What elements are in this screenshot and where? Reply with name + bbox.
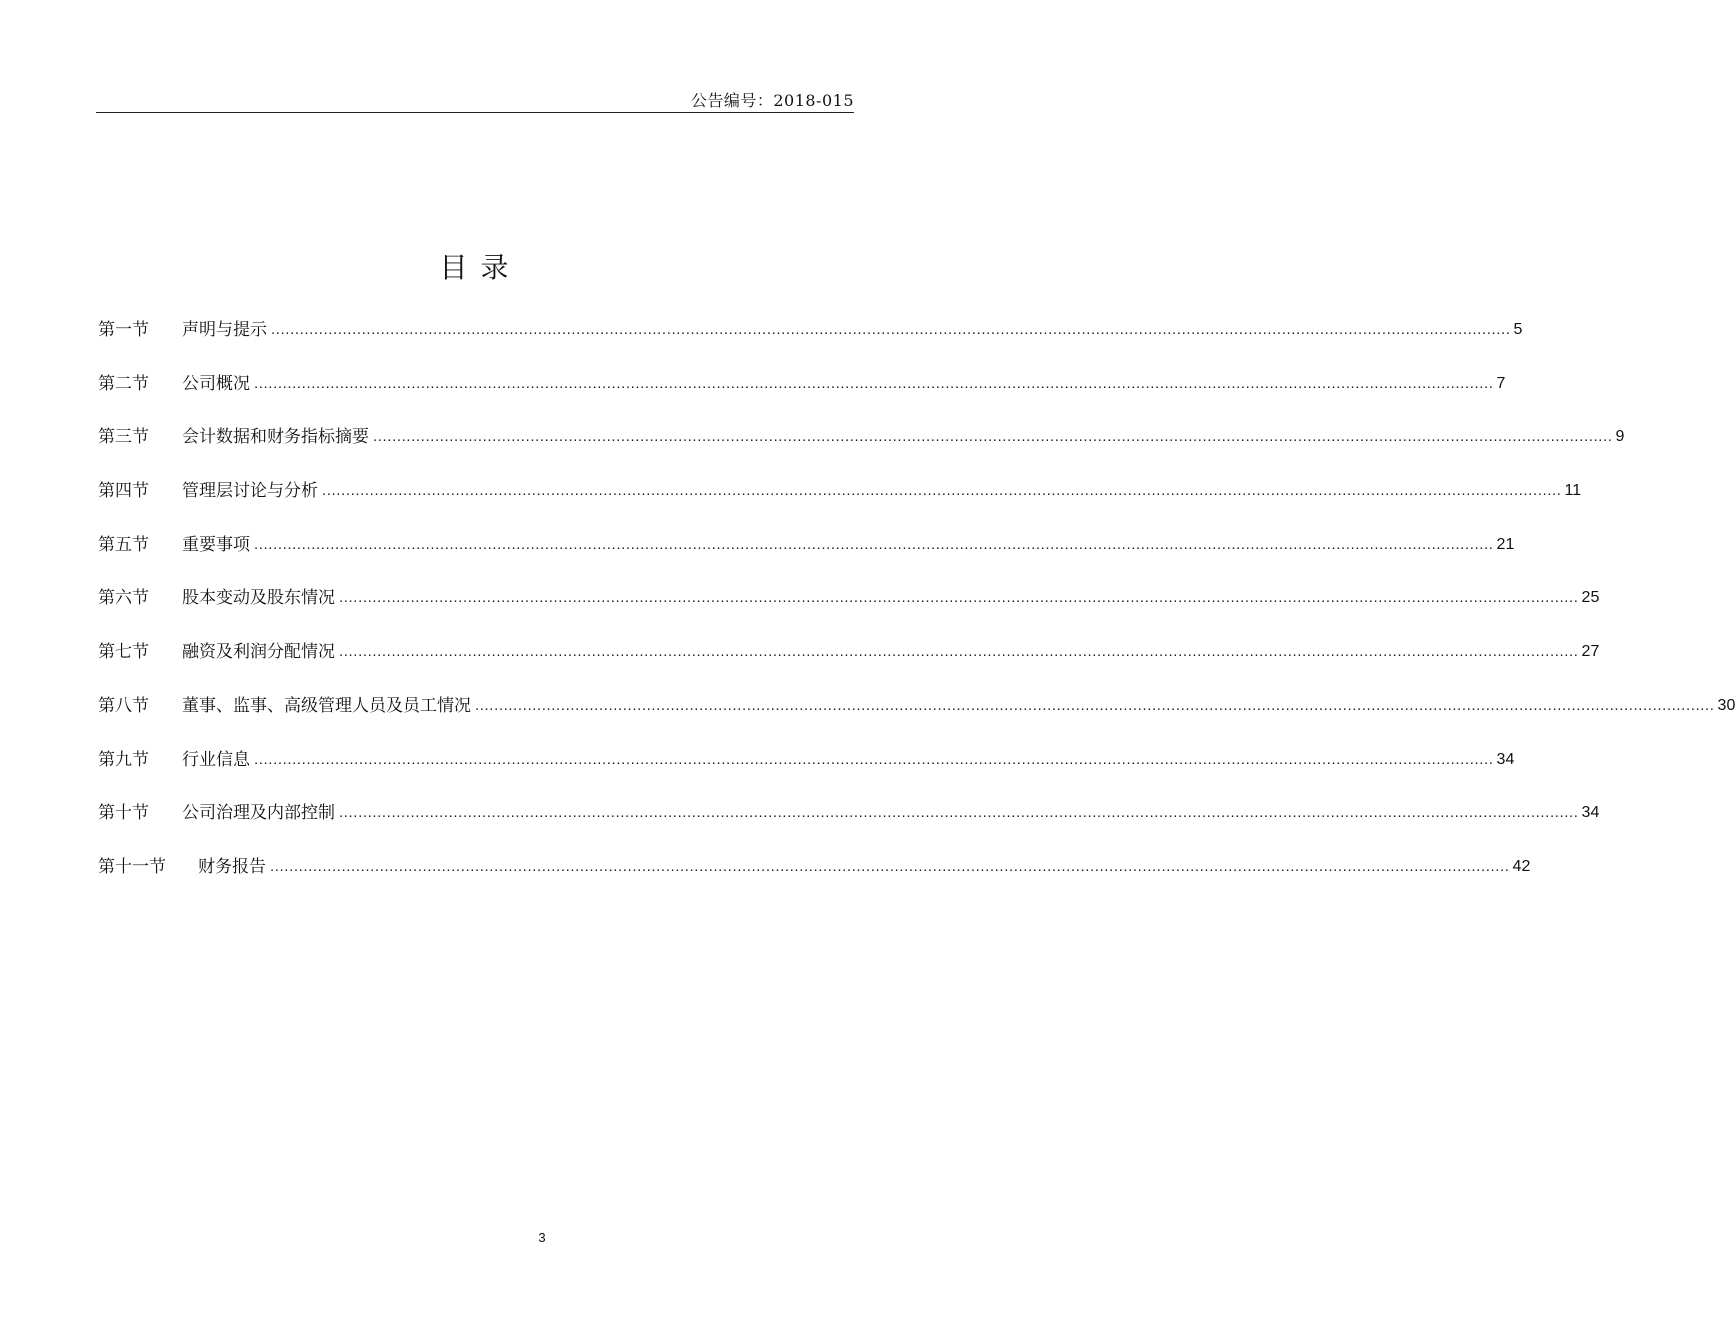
toc-section: 第六节 — [98, 588, 149, 609]
toc-item-11[interactable] — [98, 855, 1531, 909]
toc-leader: .................................................................................................................................................................................................................................................................... — [271, 321, 1511, 338]
toc-title: 公司概况 — [182, 373, 250, 394]
toc-leader: .................................................................................................................................................................................................................................................................... — [373, 428, 1613, 446]
toc-section: 第八节 — [98, 695, 149, 716]
toc-section: 第二节 — [98, 373, 149, 394]
toc-title: 会计数据和财务指标摘要 — [182, 427, 369, 448]
toc-page: 21 — [1496, 535, 1515, 553]
toc-page: 34 — [1496, 750, 1515, 768]
toc-item-6[interactable] — [98, 586, 1600, 640]
toc-page: 42 — [1512, 857, 1531, 875]
toc-item-3[interactable] — [98, 425, 1625, 479]
toc-title: 管理层讨论与分析 — [182, 481, 318, 502]
toc-title: 董事、监事、高级管理人员及员工情况 — [182, 695, 471, 716]
toc-leader: .................................................................................................................................................................................................................................................................... — [339, 589, 1579, 607]
table-of-contents — [98, 318, 1735, 909]
toc-page: 7 — [1496, 374, 1506, 392]
toc-page: 9 — [1615, 428, 1625, 446]
toc-page: 34 — [1581, 804, 1600, 822]
page-header — [96, 86, 854, 113]
page-number: 3 — [538, 1230, 546, 1245]
toc-section: 第十节 — [98, 803, 149, 824]
toc-title: 公司治理及内部控制 — [182, 803, 335, 824]
announcement-number: 公告编号：2018-015 — [690, 91, 854, 110]
toc-leader: .................................................................................................................................................................................................................................................................... — [254, 750, 1494, 768]
page-title: 目 录 — [439, 251, 511, 284]
toc-leader: .................................................................................................................................................................................................................................................................... — [270, 857, 1510, 875]
toc-section: 第七节 — [98, 642, 149, 663]
toc-item-5[interactable] — [98, 533, 1515, 587]
toc-section: 第五节 — [98, 534, 149, 555]
toc-section: 第一节 — [98, 320, 149, 340]
toc-page: 11 — [1564, 482, 1582, 500]
toc-section: 第三节 — [98, 427, 149, 448]
toc-leader: .................................................................................................................................................................................................................................................................... — [339, 804, 1579, 822]
toc-page: 27 — [1581, 643, 1600, 661]
toc-leader: .................................................................................................................................................................................................................................................................... — [254, 535, 1494, 553]
toc-item-7[interactable] — [98, 640, 1600, 694]
toc-item-9[interactable] — [98, 748, 1515, 802]
toc-title: 行业信息 — [182, 749, 250, 770]
toc-title: 声明与提示 — [182, 320, 267, 340]
toc-leader: .................................................................................................................................................................................................................................................................... — [339, 643, 1579, 661]
toc-title: 重要事项 — [182, 534, 250, 555]
toc-leader: .................................................................................................................................................................................................................................................................... — [322, 482, 1562, 500]
toc-page: 5 — [1513, 321, 1523, 338]
toc-leader: .................................................................................................................................................................................................................................................................... — [475, 696, 1715, 714]
toc-title: 股本变动及股东情况 — [182, 588, 335, 609]
toc-leader: .................................................................................................................................................................................................................................................................... — [254, 374, 1494, 392]
toc-item-8[interactable] — [98, 694, 1735, 748]
toc-page: 30 — [1717, 696, 1735, 714]
toc-page: 25 — [1581, 589, 1600, 607]
toc-item-2[interactable] — [98, 372, 1506, 426]
toc-section: 第四节 — [98, 481, 149, 502]
toc-section: 第十一节 — [98, 856, 166, 877]
toc-item-4[interactable] — [98, 479, 1582, 533]
toc-title: 财务报告 — [198, 856, 266, 877]
toc-section: 第九节 — [98, 749, 149, 770]
toc-item-1[interactable] — [98, 318, 1523, 372]
toc-item-10[interactable] — [98, 801, 1600, 855]
toc-title: 融资及利润分配情况 — [182, 642, 335, 663]
